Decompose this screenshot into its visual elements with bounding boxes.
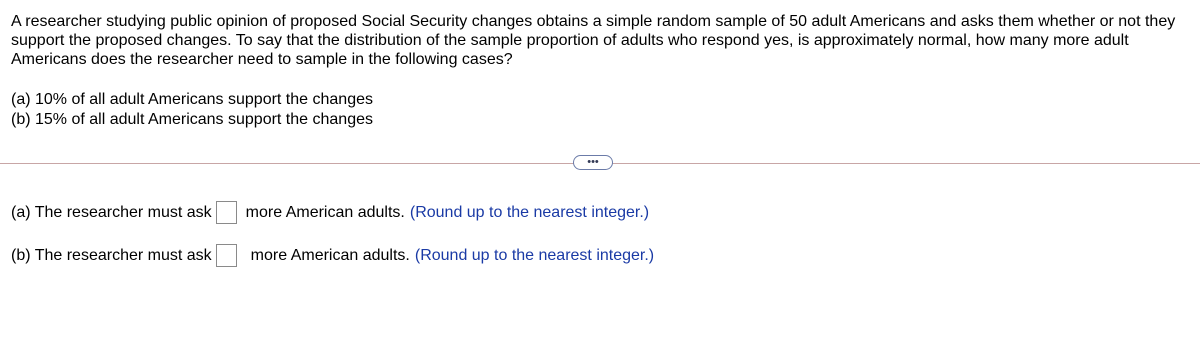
- answer-a-input[interactable]: [216, 201, 237, 224]
- question-parts: [11, 90, 373, 130]
- answer-b-hint: (Round up to the nearest integer.): [414, 246, 655, 264]
- answer-row-b: [11, 244, 654, 267]
- answer-a-hint: (Round up to the nearest integer.): [409, 203, 650, 221]
- answer-a-suffix: more American adults.: [245, 203, 405, 221]
- answer-b-input[interactable]: [216, 244, 237, 267]
- expand-more-button[interactable]: •••: [573, 155, 613, 170]
- question-text: A researcher studying public opinion of proposed Social Security changes obtains a simple random sample of 50 adult Americans and asks them whether or not they support the proposed changes. To say that the distribution of the sample proportion of adults who respond yes, is approximately normal, how many more adult Americans does the researcher need to sample in the following cases?: [11, 13, 1176, 68]
- part-b-statement: (b) 15% of all adult Americans support the changes: [11, 111, 373, 128]
- answer-b-suffix: more American adults.: [250, 246, 410, 264]
- answer-a-prefix: (a) The researcher must ask: [11, 203, 212, 221]
- answer-b-prefix: (b) The researcher must ask: [11, 246, 212, 264]
- part-a-statement: (a) 10% of all adult Americans support the changes: [11, 91, 373, 108]
- answer-row-a: [11, 201, 649, 224]
